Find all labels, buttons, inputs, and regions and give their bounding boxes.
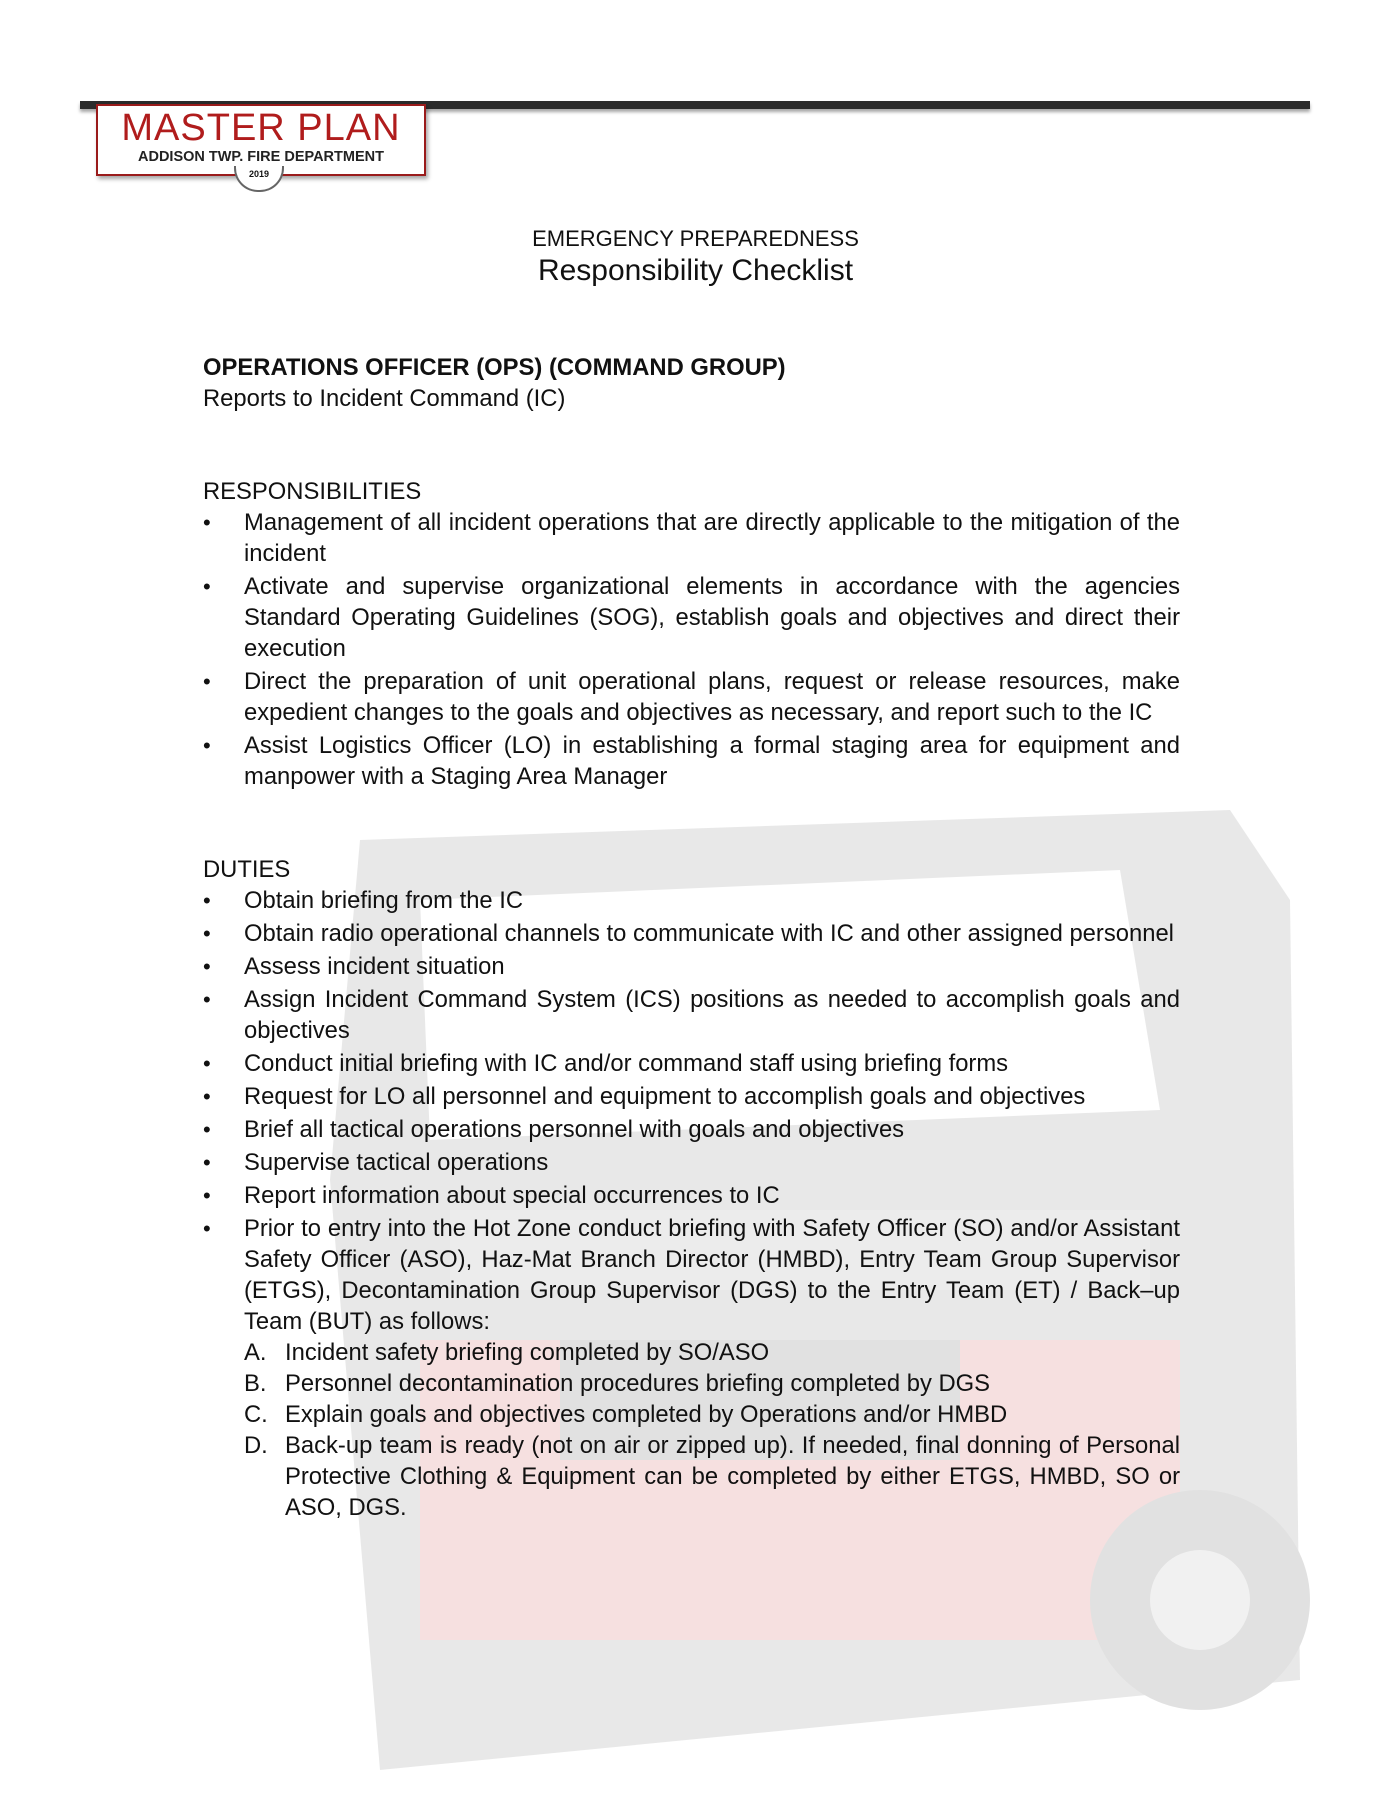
logo-subtitle: ADDISON TWP. FIRE DEPARTMENT xyxy=(138,149,384,165)
step-item xyxy=(244,1399,1180,1430)
list-item: • Management of all incident operations that are directly applicable to the mitigation of the incident xyxy=(203,507,1180,569)
role-title: OPERATIONS OFFICER (OPS) (COMMAND GROUP) xyxy=(203,354,786,381)
logo-year-badge: 2019 xyxy=(234,166,284,192)
list-item: • Assign Incident Command System (ICS) positions as needed to accomplish goals and objectives xyxy=(203,984,1180,1046)
step-letter: C. xyxy=(244,1401,268,1428)
duties-list xyxy=(203,885,1180,1523)
document-kicker: EMERGENCY PREPAREDNESS xyxy=(532,226,859,251)
checklist-content xyxy=(203,352,1180,1525)
hot-zone-text: • Prior to entry into the Hot Zone conduct briefing with Safety Officer (SO) and/or Assistant Safety Officer (ASO), Haz-Mat Branch Director (HMBD), Entry Team Group Supervisor (ETGS), Decontamination Group Supervisor (DGS) to the Entry Team (ET) / Back–up Team (BUT) as follows: xyxy=(244,1215,1180,1335)
list-item: • Brief all tactical operations personnel with goals and objectives xyxy=(203,1114,1180,1145)
step-item xyxy=(244,1368,1180,1399)
list-item: • Request for LO all personnel and equipment to accomplish goals and objectives xyxy=(203,1081,1180,1112)
list-item: • Report information about special occurrences to IC xyxy=(203,1180,1180,1211)
reports-to: Reports to Incident Command (IC) xyxy=(203,385,566,412)
responsibilities-heading: RESPONSIBILITIES xyxy=(203,478,422,505)
document-title: Responsibility Checklist xyxy=(537,254,854,287)
list-item: • Direct the preparation of unit operational plans, request or release resources, make expedient changes to the goals and objectives as necessary, and report such to the IC xyxy=(203,666,1180,728)
step-letter: D. xyxy=(244,1432,268,1459)
step-letter: A. xyxy=(244,1339,267,1366)
step-text: Incident safety briefing completed by SO/ASO xyxy=(285,1339,770,1366)
step-item xyxy=(244,1430,1180,1523)
list-item: • Obtain radio operational channels to communicate with IC and other assigned personnel xyxy=(203,918,1180,949)
logo-title: MASTER PLAN xyxy=(121,107,401,149)
step-letter: B. xyxy=(244,1370,267,1397)
list-item: • Obtain briefing from the IC xyxy=(203,885,1180,916)
step-item xyxy=(244,1337,1180,1368)
duties-heading: DUTIES xyxy=(203,856,291,883)
briefing-steps xyxy=(244,1337,1180,1523)
responsibilities-list xyxy=(203,507,1180,792)
list-item: • Supervise tactical operations xyxy=(203,1147,1180,1178)
list-item: • Assist Logistics Officer (LO) in establishing a formal staging area for equipment and manpower with a Staging Area Manager xyxy=(203,730,1180,792)
step-text: Explain goals and objectives completed by Operations and/or HMBD xyxy=(285,1401,1008,1428)
list-item: • Conduct initial briefing with IC and/or command staff using briefing forms xyxy=(203,1048,1180,1079)
step-text: Personnel decontamination procedures briefing completed by DGS xyxy=(285,1370,991,1397)
step-text: Back-up team is ready (not on air or zipped up). If needed, final donning of Personal Protective Clothing & Equipment can be completed by either ETGS, HMBD, SO or ASO, DGS. xyxy=(285,1432,1180,1521)
list-item: • Assess incident situation xyxy=(203,951,1180,982)
list-item: • Activate and supervise organizational elements in accordance with the agencies Standard Operating Guidelines (SOG), establish goals and objectives and direct their execution xyxy=(203,571,1180,664)
list-item-hot-zone xyxy=(203,1213,1180,1523)
